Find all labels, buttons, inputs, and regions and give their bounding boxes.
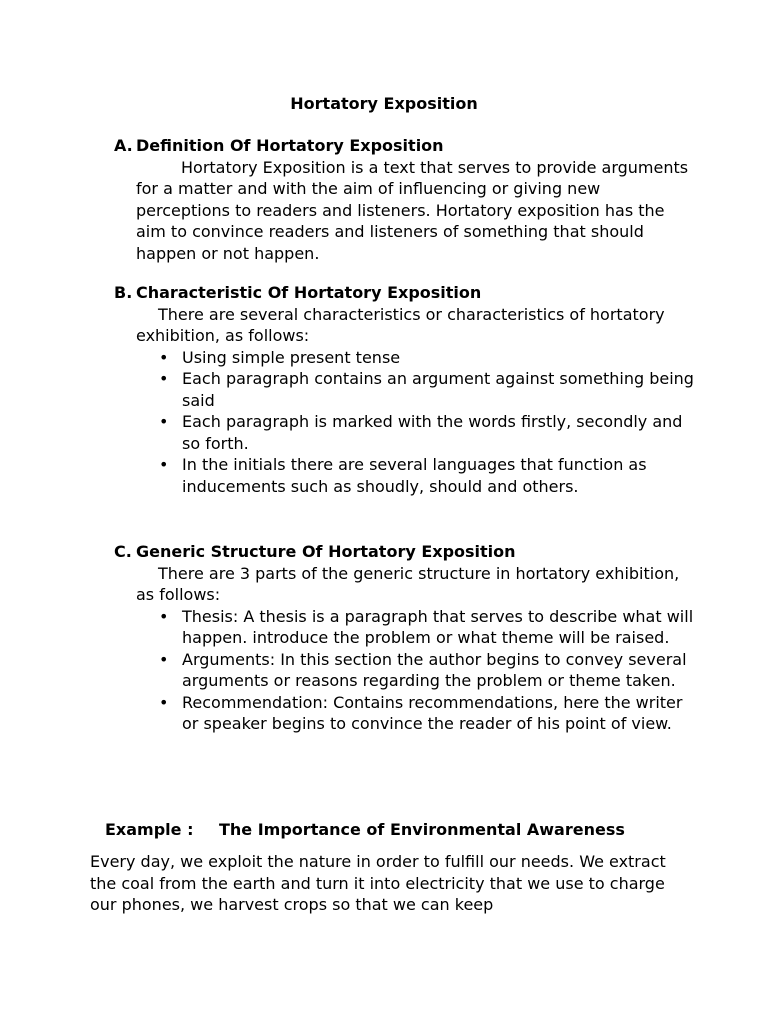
example-title: The Importance of Environmental Awareness (219, 820, 625, 839)
list-item-text: Thesis: A thesis is a paragraph that serves to describe what will happen. introduce the problem or what theme will be raised. (182, 606, 694, 647)
bullet-icon: • (159, 692, 169, 712)
section-heading (114, 135, 694, 157)
bullet-icon: • (159, 412, 169, 431)
section-heading (114, 282, 694, 304)
list-item-text: Using simple present tense (182, 347, 401, 367)
list-item (159, 411, 694, 454)
example-heading (105, 819, 625, 841)
section-definition (114, 135, 694, 264)
list-item (159, 347, 694, 369)
list-item-text: In the initials there are several languages that function as inducements such as shoudly, should and others. (182, 455, 647, 496)
section-paragraph: There are 3 parts of the generic structure in hortatory exhibition, as follows: (136, 563, 680, 604)
list-item (159, 368, 694, 411)
section-heading (114, 541, 694, 563)
list-item (159, 649, 694, 692)
section-heading-text: Definition Of Hortatory Exposition (136, 136, 444, 155)
example-label: Example : (105, 820, 194, 839)
list-item-text: Each paragraph is marked with the words firstly, secondly and so forth. (182, 412, 683, 453)
bullet-icon: • (159, 649, 169, 669)
section-letter: A. (114, 136, 133, 155)
section-paragraph: There are several characteristics or characteristics of hortatory exhibition, as follows: (136, 304, 665, 345)
list-item-text: Each paragraph contains an argument against something being said (182, 369, 694, 410)
bullet-icon: • (159, 606, 169, 626)
section-heading-text: Characteristic Of Hortatory Exposition (136, 283, 482, 302)
bullet-icon: • (159, 369, 169, 388)
example-paragraph: Every day, we exploit the nature in order to fulfill our needs. We extract the coal from the earth and turn it into electricity that we use to charge our phones, we harvest crops so that we can keep (90, 852, 666, 914)
section-generic-structure (114, 541, 694, 735)
bullet-list (159, 347, 694, 498)
list-item-text: Arguments: In this section the author begins to convey several arguments or reasons regarding the problem or theme taken. (182, 649, 687, 690)
section-characteristic (114, 282, 694, 497)
list-item (159, 692, 694, 735)
section-letter: B. (114, 283, 133, 302)
bullet-icon: • (159, 455, 169, 474)
list-item (159, 606, 694, 649)
section-paragraph: Hortatory Exposition is a text that serves to provide arguments for a matter and with the aim of influencing or giving new perceptions to readers and listeners. Hortatory exposition has the aim to convince readers and listeners of something that should happen or not happen. (136, 157, 689, 263)
bullet-list (159, 606, 694, 735)
section-letter: C. (114, 542, 132, 561)
list-item (159, 454, 694, 497)
document-title: Hortatory Exposition (290, 94, 478, 113)
list-item-text: Recommendation: Contains recommendations, here the writer or speaker begins to convince the reader of his point of view. (182, 692, 683, 733)
section-heading-text: Generic Structure Of Hortatory Exposition (136, 542, 516, 561)
bullet-icon: • (159, 347, 169, 367)
